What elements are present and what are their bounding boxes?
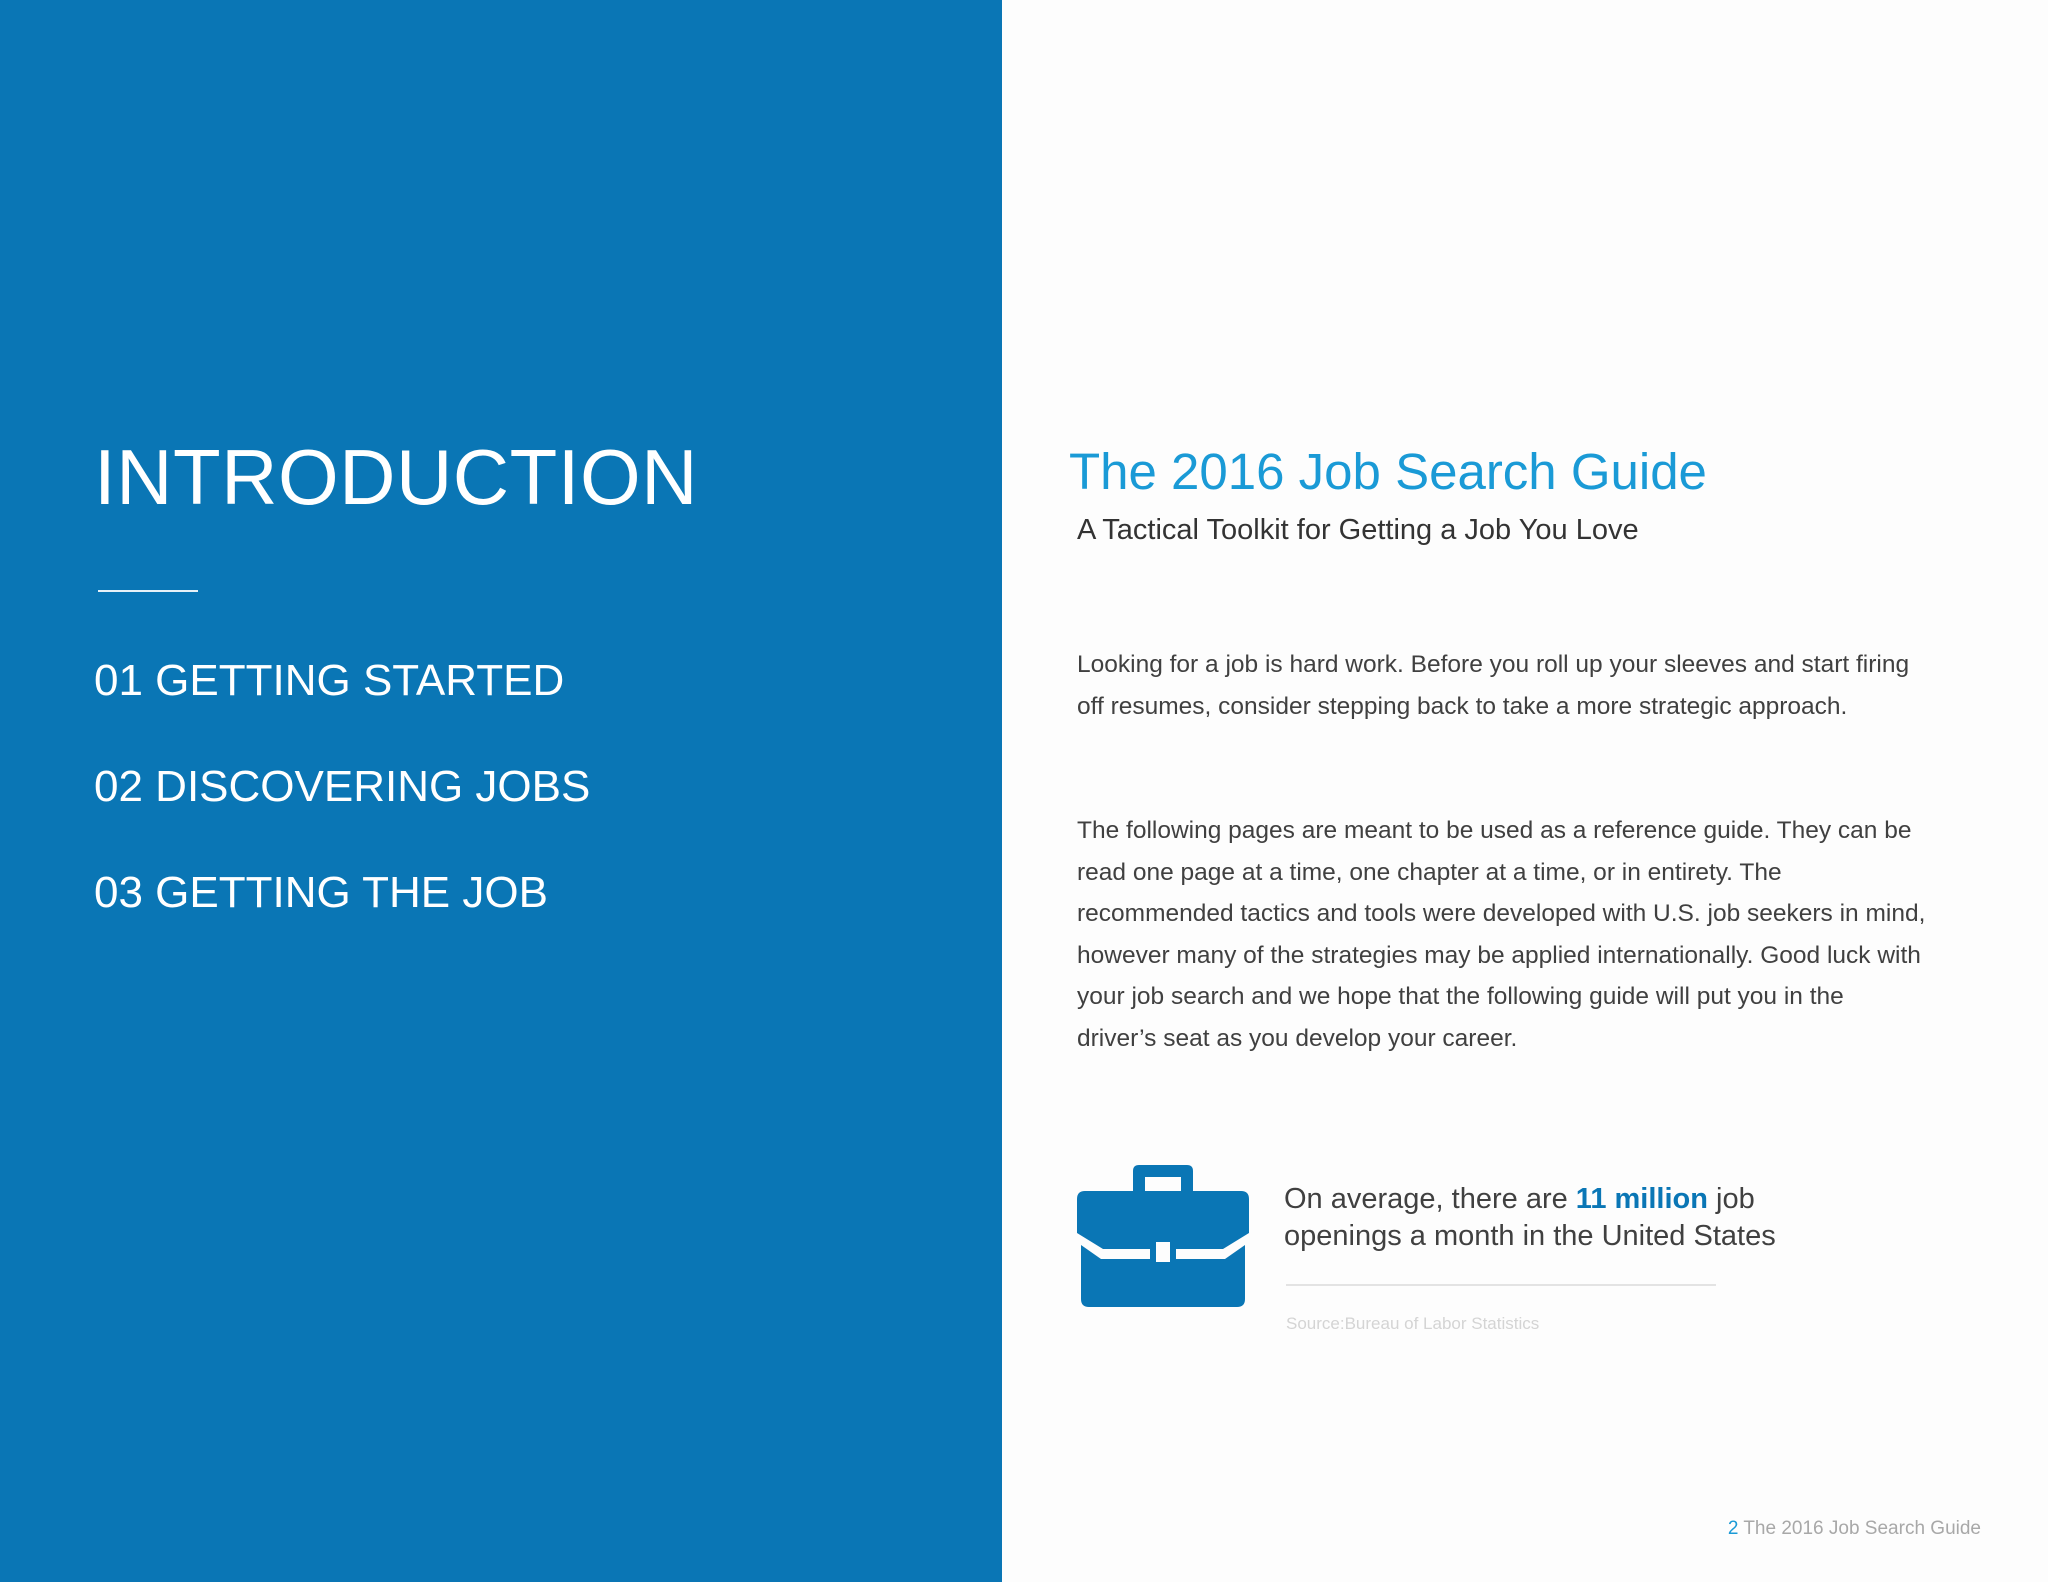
reference-guide-paragraph: The following pages are meant to be used as a reference guide. They can be read one page at a time, one chapter at a time, or in entirety. The recommended tactics and tools were developed with U.S. job seekers in mind, however many of the strategies may be applied internationally. Good luck with your job search and we hope that the following guide will put you in the driver’s seat as you develop your career. <box>1077 817 1926 1052</box>
introduction-heading: INTRODUCTION <box>94 433 698 521</box>
footer-label: The 2016 Job Search Guide <box>1743 1518 1981 1539</box>
introduction-panel <box>0 0 1002 1582</box>
briefcase-icon <box>1077 1165 1249 1307</box>
guide-title: The 2016 Job Search Guide <box>1069 443 1707 500</box>
page-footer <box>1728 1518 1981 1540</box>
guide-subtitle: A Tactical Toolkit for Getting a Job You Love <box>1077 514 1639 546</box>
statistic-source: Source:Bureau of Labor Statistics <box>1286 1314 1540 1333</box>
guide-content-panel <box>1002 0 2048 1582</box>
table-of-contents <box>94 655 590 973</box>
toc-item-getting-the-job[interactable]: 03 GETTING THE JOB <box>94 868 548 917</box>
statistic-trailing-text: job openings a month in the United States <box>1284 1183 1776 1252</box>
toc-item-getting-started[interactable]: 01 GETTING STARTED <box>94 656 565 705</box>
job-openings-statistic <box>1284 1181 1804 1255</box>
statistic-lead-text: On average, there are <box>1284 1183 1576 1215</box>
toc-item-discovering-jobs[interactable]: 02 DISCOVERING JOBS <box>94 762 591 811</box>
statistic-divider <box>1286 1284 1716 1286</box>
page-number: 2 <box>1727 1518 1739 1539</box>
statistic-highlight: 11 million <box>1575 1183 1708 1215</box>
heading-divider <box>98 590 198 592</box>
intro-paragraph: Looking for a job is hard work. Before you roll up your sleeves and start firing off resumes, consider stepping back to take a more strategic approach. <box>1077 651 1910 720</box>
